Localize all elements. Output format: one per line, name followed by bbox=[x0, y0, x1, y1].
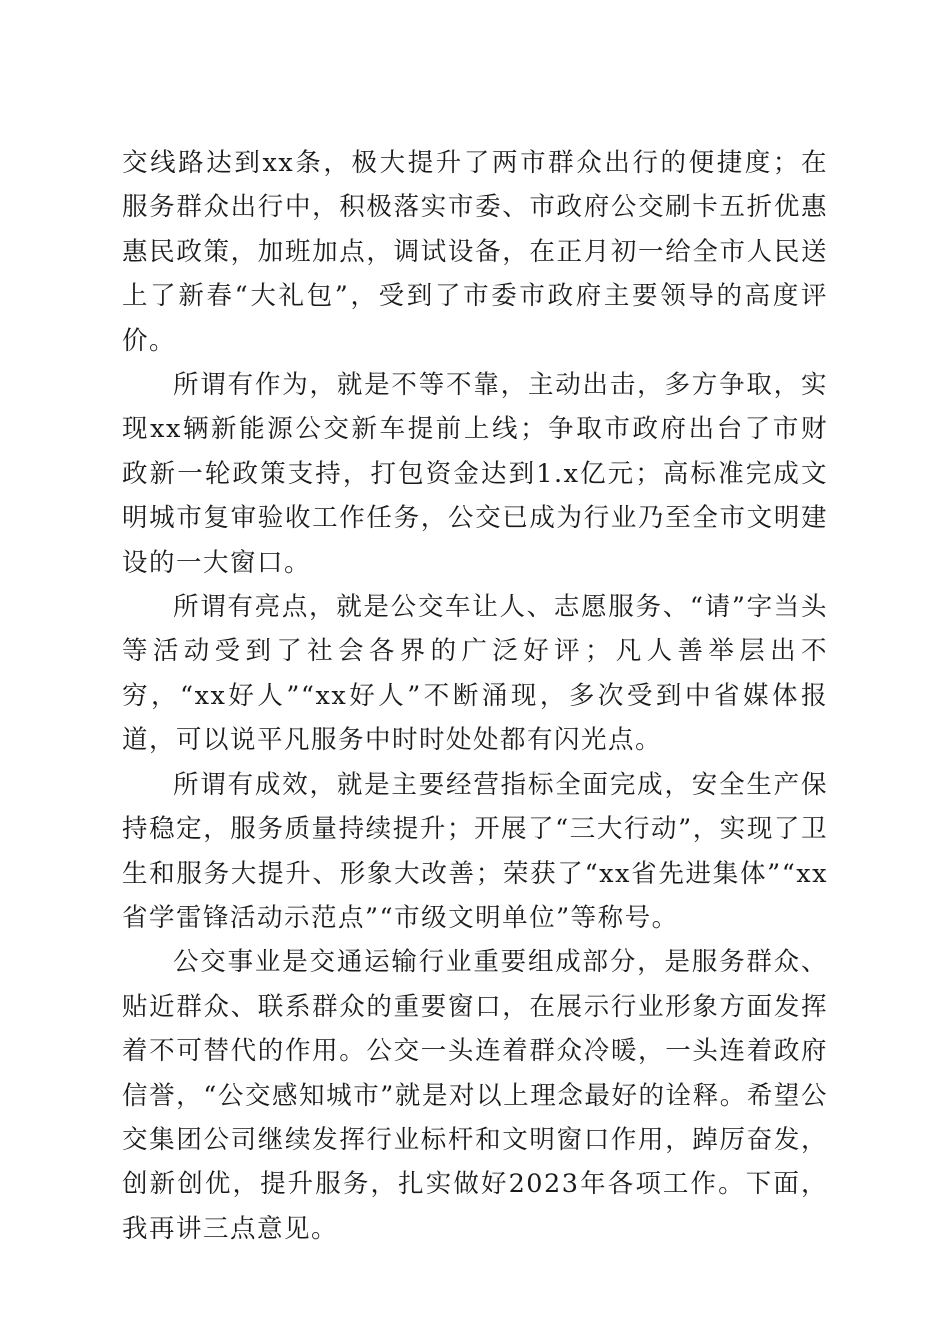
paragraph-results: 所谓有成效，就是主要经营指标全面完成，安全生产保持稳定，服务质量持续提升；开展了“三大行动”，实现了卫生和服务大提升、形象大改善；荣获了“xx省先进集体”“xx省学雷锋活动示范点”“市级文明单位”等称号。 bbox=[122, 769, 828, 933]
document-body bbox=[122, 141, 828, 1251]
paragraph-highlights: 所谓有亮点，就是公交车让人、志愿服务、“请”字当头等活动受到了社会各界的广泛好评；凡人善举层出不穷，“xx好人”“xx好人”不断涌现，多次受到中省媒体报道，可以说平凡服务中时时处处都有闪光点。 bbox=[122, 592, 828, 756]
paragraph-achievement: 所谓有作为，就是不等不靠，主动出击，多方争取，实现xx辆新能源公交新车提前上线；争取市政府出台了市财政新一轮政策支持，打包资金达到1.x亿元；高标准完成文明城市复审验收工作任务，公交已成为行业乃至全市文明建设的一大窗口。 bbox=[122, 370, 828, 578]
paragraph-conclusion: 公交事业是交通运输行业重要组成部分，是服务群众、贴近群众、联系群众的重要窗口，在展示行业形象方面发挥着不可替代的作用。公交一头连着群众冷暖，一头连着政府信誉，“公交感知城市”就是对以上理念最好的诠释。希望公交集团公司继续发挥行业标杆和文明窗口作用，踔厉奋发，创新创优，提升服务，扎实做好2023年各项工作。下面，我再讲三点意见。 bbox=[122, 947, 828, 1244]
paragraph-continuation: 交线路达到xx条，极大提升了两市群众出行的便捷度；在服务群众出行中，积极落实市委、市政府公交刷卡五折优惠惠民政策，加班加点，调试设备，在正月初一给全市人民送上了新春“大礼包”，受到了市委市政府主要领导的高度评价。 bbox=[122, 148, 828, 356]
